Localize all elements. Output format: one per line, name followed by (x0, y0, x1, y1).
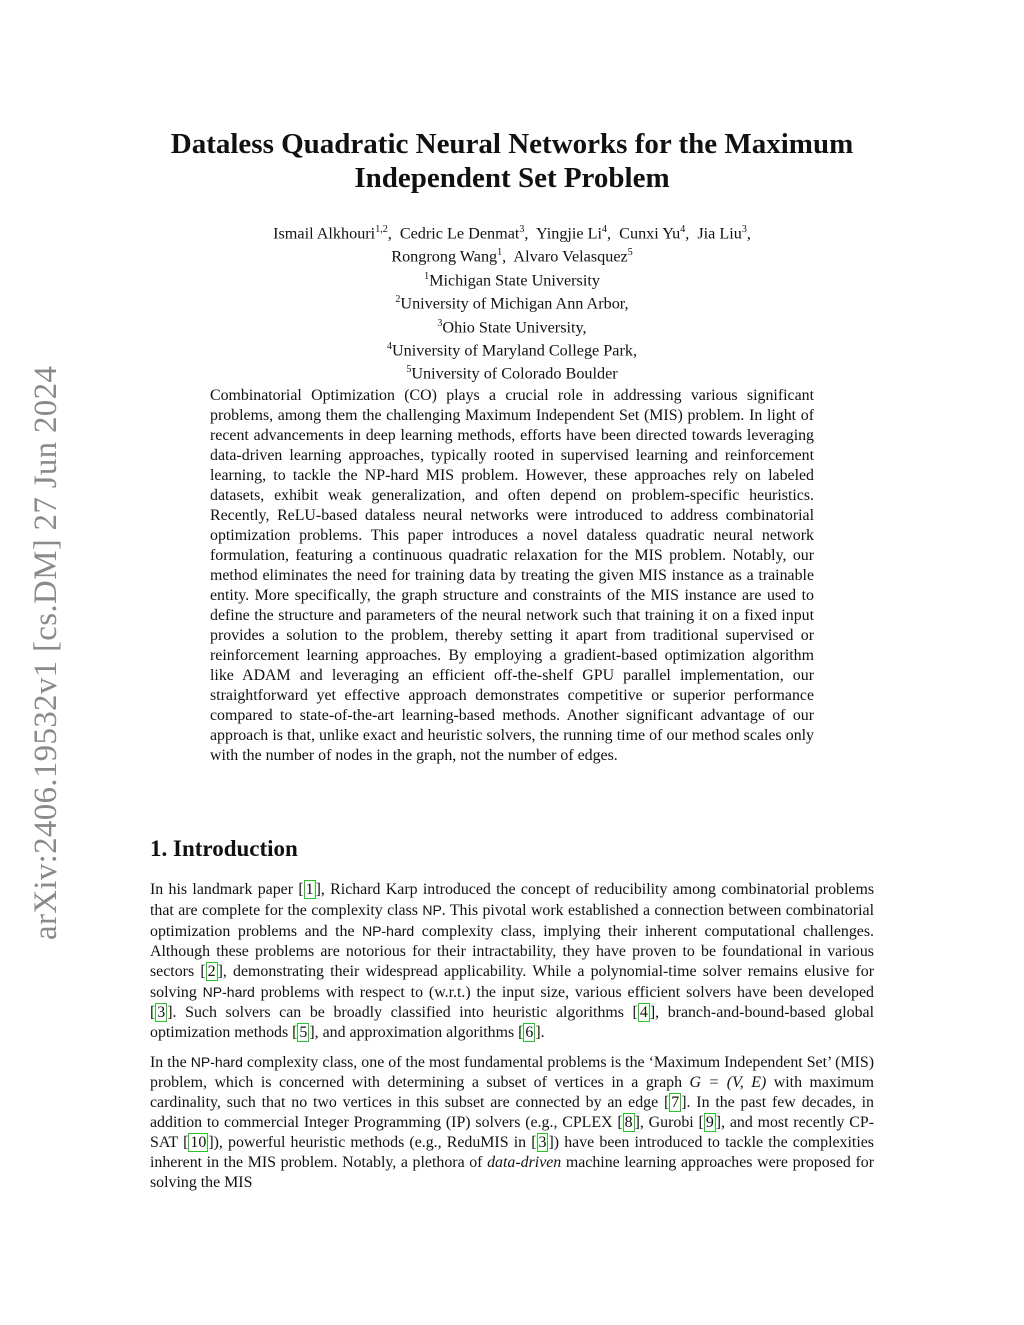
citation-link[interactable]: 3 (157, 1004, 166, 1021)
author-name: Ismail Alkhouri (273, 224, 376, 243)
citation-link[interactable]: 3 (538, 1134, 547, 1151)
text-run: problems with respect to (w.r.t.) the input size, various efficient solvers have been developed [ (150, 984, 874, 1021)
text-run: machine learning approaches were proposed for solving the MIS (150, 1154, 874, 1191)
citation-link[interactable]: 8 (624, 1114, 633, 1131)
complexity-class: NP (422, 902, 442, 918)
text-run: with maximum cardinality, such that no two vertices in this subset are connected by an edge [ (150, 1074, 874, 1111)
text-run: ]) have been introduced to tackle the complexities inherent in the MIS problem. Notably, a plethora of (150, 1134, 874, 1171)
author-name: Yingjie Li (535, 224, 603, 243)
author-sup: 1,2 (375, 224, 388, 235)
author-sup: 3 (519, 224, 525, 235)
paragraph (150, 880, 874, 1043)
author-line-2: Rongrong Wang$^1$, Alvaro Velasquez$^5$ (391, 247, 633, 266)
affiliation (150, 337, 874, 360)
text-run: ]. (535, 1024, 545, 1041)
text-run: ], and most recently CP-SAT [ (150, 1114, 875, 1151)
author-name: Cedric Le Denmat (399, 224, 520, 243)
title-line-2: Independent Set Problem (354, 162, 670, 194)
paragraph (150, 1052, 874, 1193)
affiliation (150, 290, 874, 313)
affiliation-sup: 4 (386, 340, 392, 352)
text-run: ], and approximation algorithms [ (309, 1024, 524, 1041)
citation-link[interactable]: 4 (639, 1004, 648, 1021)
author-sup: 5 (627, 247, 633, 259)
author-name: Jia Liu (697, 224, 742, 243)
author-name: Alvaro Velasquez (513, 247, 628, 266)
emphasis: data-driven (487, 1154, 562, 1171)
text-run: In his landmark paper [ (150, 881, 304, 898)
affiliation-sup: 5 (406, 364, 412, 376)
math-expression: G = (V, E) (689, 1074, 767, 1091)
citation-link[interactable]: 7 (671, 1094, 680, 1111)
text-run: ], branch-and-bound-based global optimization methods [ (150, 1004, 875, 1041)
citation-link[interactable]: 10 (190, 1134, 207, 1151)
affiliation (150, 360, 874, 383)
citation-link[interactable]: 9 (705, 1114, 714, 1131)
affiliation-name: University of Maryland College Park, (391, 341, 637, 360)
affiliation-sup: 2 (395, 294, 401, 306)
title-line-1: Dataless Quadratic Neural Networks for the Maximum (170, 128, 854, 160)
citation-link[interactable]: 6 (525, 1024, 534, 1041)
section-heading-introduction: 1. Introduction (150, 836, 298, 861)
affiliation-sup: 3 (437, 317, 443, 329)
author-sup: 1 (497, 247, 503, 259)
text-run: complexity class, implying their inherent computational challenges. Although these problems are notorious for their intractability, they have proven to be foundational in various sectors [ (150, 923, 874, 980)
affiliation-sup: 1 (424, 270, 430, 282)
affiliation-name: Michigan State University (429, 271, 600, 290)
affiliation-name: Ohio State University, (442, 317, 587, 336)
abstract: Combinatorial Optimization (CO) plays a crucial role in addressing various significant problems, among them the challenging Maximum Independent Set (MIS) problem. In light of recent advancements in deep learning methods, efforts have been directed towards leveraging data-driven learning approaches, typically rooted in supervised learning and reinforcement learning, to tackle the NP-hard MIS problem. However, these approaches rely on labeled datasets, exhibit weak generalization, and often depend on problem-specific heuristics. Recently, ReLU-based dataless neural networks were introduced to address combinatorial optimization problems. This paper introduces a novel dataless quadratic neural network formulation, featuring a continuous quadratic relaxation for the MIS problem. Notably, our method eliminates the need for training data by treating the given MIS instance as a trainable entity. More specifically, the graph structure and constraints of the MIS instance are used to define the structure and parameters of the neural network such that training it on a fixed input provides a solution to the problem, thereby setting it apart from traditional supervised or reinforcement learning approaches. By employing a gradient-based optimization algorithm like ADAM and leveraging an efficient off-the-shelf GPU parallel implementation, our straightforward yet effective approach demonstrates competitive or superior performance compared to state-of-the-art learning-based methods. Another significant advantage of our approach is that, unlike exact and heuristic solvers, the running time of our method scales only with the number of nodes in the graph, not the number of edges. (210, 387, 814, 764)
introduction-body (150, 880, 874, 1202)
author-line-1: Ismail Alkhouri$^{1,2}$, Cedric Le Denmat$^3$, Yingjie Li$^4$, Cunxi Yu$^4$, Jia Liu$^3$, (273, 224, 751, 243)
author-name: Cunxi Yu (619, 224, 681, 243)
complexity-class: NP-hard (202, 984, 255, 1000)
affiliation (150, 267, 874, 290)
author-name: Rongrong Wang (391, 247, 498, 266)
complexity-class: NP-hard (190, 1054, 243, 1070)
paper-title (120, 127, 904, 195)
text-run: ], Gurobi [ (634, 1114, 704, 1131)
author-sup: 4 (602, 224, 608, 235)
affiliation (150, 314, 874, 337)
author-sup: 4 (680, 224, 686, 235)
author-sup: 3 (741, 224, 747, 235)
text-run: ], Richard Karp introduced the concept of reducibility among combinatorial problems that are complete for the complexity class (150, 881, 874, 919)
text-run: complexity class, one of the most fundamental problems is the ‘Maximum Independent Set’ (MIS) problem, which is concerned with determining a subset of vertices in a graph (150, 1054, 874, 1091)
text-run: . This pivotal work established a connection between combinatorial optimization problems and the (150, 902, 874, 940)
citation-link[interactable]: 1 (305, 881, 314, 898)
citation-link[interactable]: 2 (207, 963, 216, 980)
text-run: ], demonstrating their widespread applicability. While a polynomial-time solver remains elusive for solving (150, 963, 875, 1001)
affiliation-name: University of Colorado Boulder (411, 364, 618, 383)
arxiv-side-stamp: arXiv:2406.19532v1 [cs.DM] 27 Jun 2024 (28, 365, 64, 940)
citation-link[interactable]: 5 (299, 1024, 308, 1041)
complexity-class: NP-hard (362, 923, 415, 939)
author-block (150, 220, 874, 384)
text-run: ]), powerful heuristic methods (e.g., ReduMIS in [ (208, 1134, 537, 1151)
text-run: In the (150, 1054, 191, 1071)
affiliation-name: University of Michigan Ann Arbor, (400, 294, 629, 313)
text-run: ]. Such solvers can be broadly classified into heuristic algorithms [ (167, 1004, 638, 1021)
text-run: ]. In the past few decades, in addition to commercial Integer Programming (IP) solvers (e.g., CPLEX [ (150, 1094, 874, 1131)
